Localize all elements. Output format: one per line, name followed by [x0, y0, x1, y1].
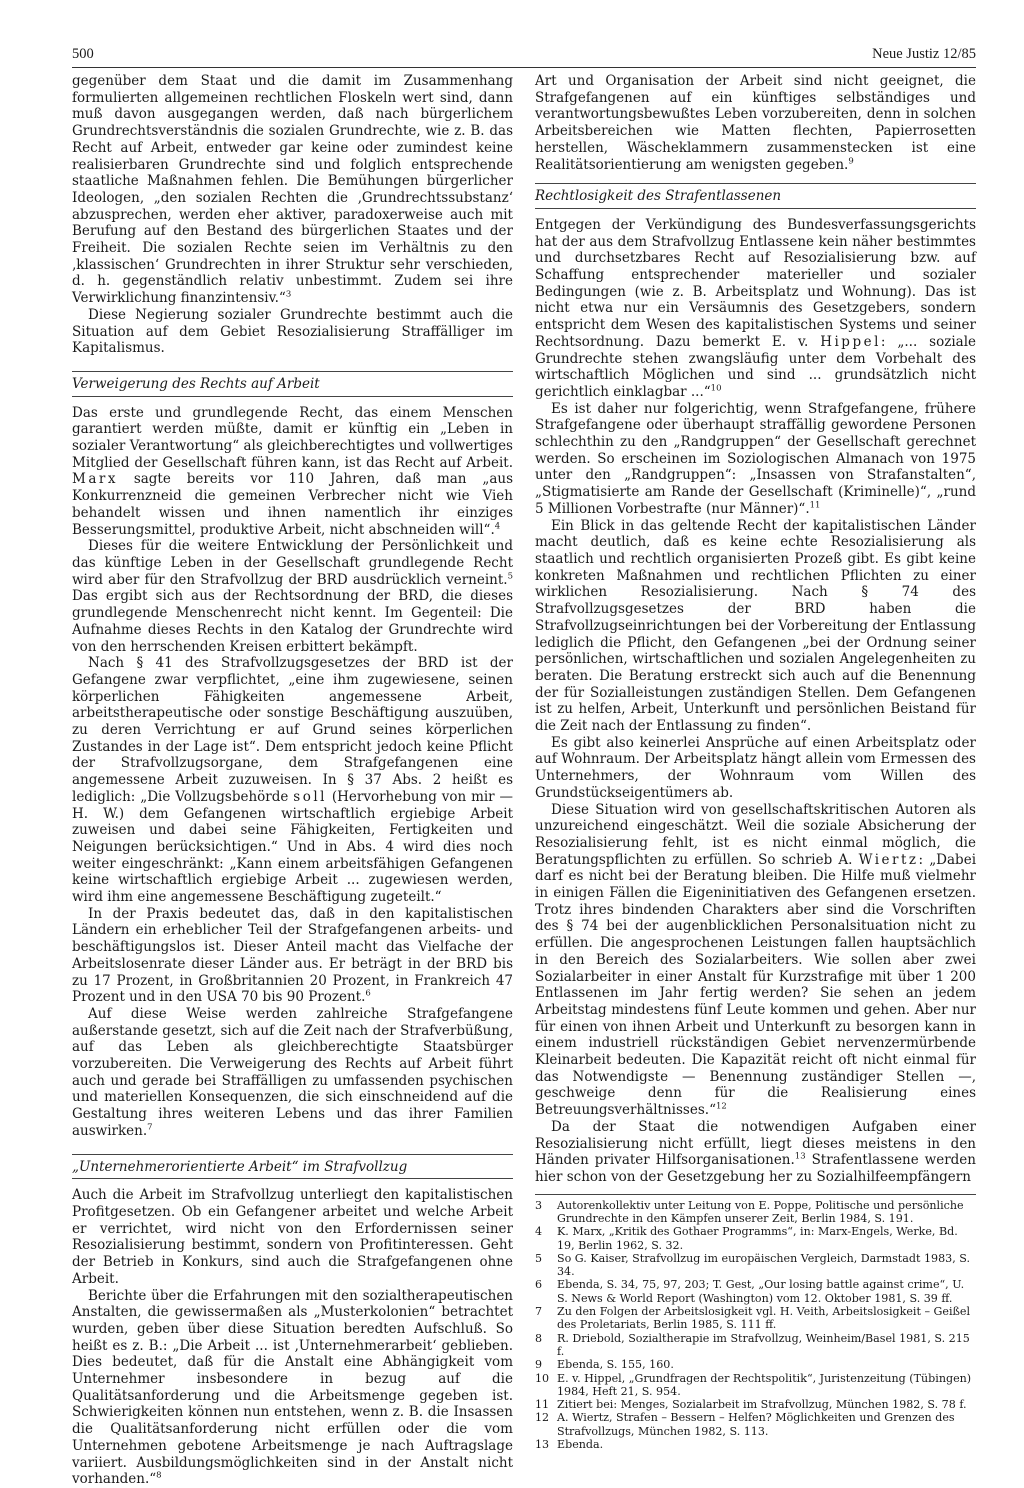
paragraph: Ein Blick in das geltende Recht der kapitalistischen Länder macht deutlich, daß es keine echte Resozialisierung als staatlich und rechtlich organisierten Prozeß gibt. Es gibt keine konkreten Maßnahmen und rechtlichen Pflichten zu einer wirklichen Resozialisierung. Nach § 74 des Strafvollzugsgesetzes der BRD haben die Strafvollzugseinrichtungen bei der Vorbereitung der Entlassung lediglich die Pflicht, den Gefangenen „bei der Ordnung seiner persönlichen, wirtschaftlichen und sozialen Angelegenheiten zu beraten. Die Beratung erstreckt sich auch auf die Benennung der für Sozialleistungen zuständigen Stellen. Dem Gefangenen ist zu helfen, Arbeit, Unterkunft und persönlichen Beistand für die Zeit nach der Entlassung zu finden“.: [535, 517, 976, 735]
footnote-ref: 13: [794, 1151, 806, 1162]
paragraph: Es ist daher nur folgerichtig, wenn Strafgefangene, frühere Strafgefangene oder überhaupt straffällig gewordene Personen schlechthin zu den „Randgruppen“ der Gesellschaft gerechnet werden. So erscheinen im Soziologischen Almanach von 1975 unter den „Randgruppen“: „Insassen von Strafanstalten“, „Stigmatisierte am Rande der Gesellschaft (Kriminelle)“, „rund 5 Millionen Vorbestrafte (nur Männer)“.$^{11}$: [535, 400, 976, 517]
section-heading: Verweigerung des Rechts auf Arbeit: [72, 371, 513, 397]
paragraph: Auch die Arbeit im Strafvollzug unterliegt den kapitalistischen Profitgesetzen. Ob ein Gefangener arbeitet und welche Arbeit er verrichtet, wird nicht von den Erfordernissen seiner Resozialisierung bestimmt, sondern von Profitinteressen. Geht der Betrieb in Konkurs, sind auch die Strafgefangenen ohne Arbeit.: [72, 1187, 513, 1287]
footnote: 9 Ebenda, S. 155, 160.: [535, 1358, 674, 1372]
paragraph: Berichte über die Erfahrungen mit den sozialtherapeutischen Anstalten, die gewissermaßen als „Musterkolonien“ betrachtet wurden, geben über diese Situation beredten Aufschluß. So heißt es z. B.: „Die Arbeit ... ist ‚Unternehmerarbeit‘ geblieben. Dies bedeutet, daß für die Anstalt eine Abhängigkeit vom Unternehmer insbesondere in bezug auf die Qualitätsanforderung und die Arbeitsmenge gegeben ist. Schwierigkeiten können nun entstehen, wenn z. B. die Insassen die Qualitätsanforderung nicht erfüllen oder die vom Unternehmen gebotene Arbeitsmenge je nach Auftragslage variiert. Ausbildungsmöglichkeiten sind in der Anstalt nicht vorhanden.“$^8$: [72, 1287, 513, 1488]
footnote-ref: 10: [710, 383, 722, 394]
footnote: 8 R. Driebold, Sozialtherapie im Strafvollzug, Weinheim/Basel 1981, S. 215 f.: [535, 1331, 970, 1358]
footnote-ref: 12: [715, 1101, 727, 1112]
footnote: 13 Ebenda.: [535, 1438, 604, 1452]
paragraph: Nach § 41 des Strafvollzugsgesetzes der BRD ist der Gefangene zwar verpflichtet, „eine ihm zugewiesene, seinen körperlichen Fähigkeiten angemessene Arbeit, arbeitstherapeutische oder sonstige Beschäftigung auszuüben, zu deren Verrichtung er auf Grund seines körperlichen Zustandes in der Lage ist“. Dem entspricht jedoch keine Pflicht der Strafvollzugsorgane, dem Strafgefangenen eine angemessene Arbeit zuzuweisen. In § 37 Abs. 2 heißt es lediglich: „Die Vollzugsbehörde soll (Hervorhebung von mir — H. W.) dem Gefangenen wirtschaftlich ergiebige Arbeit zuweisen und dabei seine Fähigkeiten, Fertigkeiten und Neigungen berücksichtigen.“ Und in Abs. 4 wird dies noch weiter eingeschränkt: „Kann einem arbeitsfähigen Gefangenen keine wirtschaftlich ergiebige Arbeit ... zugewiesen werden, wird ihm eine angemessene Beschäftigung zugeteilt.“: [72, 655, 513, 906]
footnote-ref: 8: [156, 1470, 162, 1481]
author-name: Marx: [72, 471, 118, 488]
paragraph: Diese Negierung sozialer Grundrechte bestimmt auch die Situation auf dem Gebiet Resozialisierung Straffälliger im Kapitalismus.: [72, 306, 513, 357]
page-number: 500: [72, 46, 94, 62]
footnote-divider: [535, 1194, 976, 1195]
footnote-ref: 5: [507, 571, 513, 582]
footnote-ref: 11: [809, 500, 821, 511]
author-name: Hippel: [820, 333, 881, 350]
footnote-ref: 6: [365, 988, 371, 999]
footnote-ref: 4: [494, 521, 501, 532]
footnote: 11 Zitiert bei: Menges, Sozialarbeit im Strafvollzug, München 1982, S. 78 f.: [535, 1398, 967, 1412]
running-head: [72, 46, 976, 68]
footnotes: [535, 1199, 976, 1452]
paragraph: Es gibt also keinerlei Ansprüche auf einen Arbeitsplatz oder auf Wohnraum. Der Arbeitsplatz hängt allein vom Ermessen des Unternehmers, der Wohnraum vom Willen des Grundstückseigentümers ab.: [535, 734, 976, 801]
footnote-ref: 3: [285, 289, 292, 300]
footnote-ref: 7: [147, 1122, 153, 1133]
author-name: Wiertz: [858, 851, 919, 868]
right-column: [535, 73, 976, 1488]
section-heading: Rechtlosigkeit des Strafentlassenen: [535, 183, 976, 209]
columns: [72, 73, 976, 1488]
paragraph: Auf diese Weise werden zahlreiche Strafgefangene außerstande gesetzt, sich auf die Zeit nach der Strafverbüßung, auf das Leben als gleichberechtigte Staatsbürger vorzubereiten. Die Verweigerung des Rechts auf Arbeit führt auch und gerade bei Straffälligen zu umfassenden psychischen und materiellen Konsequenzen, die sich einschneidend auf die Gestaltung ihres weiteren Lebens und das ihrer Familien auswirken.$^7$: [72, 1005, 513, 1139]
paragraph: Dieses für die weitere Entwicklung der Persönlichkeit und das künftige Leben in der Gesellschaft grundlegende Recht wird aber für den Strafvollzug der BRD ausdrücklich verneint.$^5$ Das ergibt sich aus der Rechtsordnung der BRD, die dieses grundlegende Menschenrecht nicht kennt. Im Gegenteil: Die Aufnahme dieses Rechts in den Katalog der Grundrechte wird von den herrschenden Kreisen erbittert bekämpft.: [72, 538, 513, 655]
paragraph: Das erste und grundlegende Recht, das einem Menschen garantiert werden müßte, damit er künftig ein „Leben in sozialer Verantwortung“ als gleichberechtigtes und vollwertiges Mitglied der Gesellschaft führen kann, ist das Recht auf Arbeit. Marx sagte bereits vor 110 Jahren, daß man „aus Konkurrenzneid die gemeinen Verbrecher nicht wie Vieh behandelt wissen und ihnen namentlich ihr einziges Besserungsmittel, produktive Arbeit, nicht abschneiden will“.$^4$: [72, 404, 514, 538]
footnote: 4 K. Marx, „Kritik des Gothaer Programms“, in: Marx-Engels, Werke, Bd. 19, Berlin 1962, S. 32.: [535, 1225, 958, 1252]
left-column: [72, 73, 513, 1488]
emphasis: soll: [293, 788, 327, 805]
footnote: 3 Autorenkollektiv unter Leitung von E. Poppe, Politische und persönliche Grundrechte in den Kämpfen unserer Zeit, Berlin 1984, S. 191.: [535, 1198, 964, 1225]
section-heading: „Unternehmerorientierte Arbeit“ im Strafvollzug: [72, 1154, 513, 1180]
footnote: 5 So G. Kaiser, Strafvollzug im europäischen Vergleich, Darmstadt 1983, S. 34.: [535, 1251, 970, 1279]
journal-issue: Neue Justiz 12/85: [872, 46, 976, 62]
paragraph: In der Praxis bedeutet das, daß in den kapitalistischen Ländern ein erheblicher Teil der Strafgefangenen arbeits- und beschäftigungslos ist. Dieser Anteil macht das Vielfache der Arbeitslosenrate dieser Länder aus. Er beträgt in der BRD bis zu 17 Prozent, in Großbritannien 20 Prozent, in Frankreich 47 Prozent und in den USA 70 bis 90 Prozent.$^6$: [72, 905, 513, 1006]
footnote: 6 Ebenda, S. 34, 75, 97, 203; T. Gest, „Our losing battle against crime“, U. S. News & World Report (Washington) vom 12. Oktober 1981, S. 39 ff.: [535, 1278, 965, 1305]
footnote-ref: 9: [848, 156, 854, 167]
footnote: 12 A. Wiertz, Strafen – Bessern – Helfen? Möglichkeiten und Grenzen des Strafvollzugs, München 1982, S. 113.: [535, 1411, 955, 1438]
footnote: 7 Zu den Folgen der Arbeitslosigkeit vgl. H. Veith, Arbeitslosigkeit – Geißel des Proletariats, Berlin 1985, S. 111 ff.: [535, 1305, 971, 1332]
footnote: 10 E. v. Hippel, „Grundfragen der Rechtspolitik“, Juristenzeitung (Tübingen) 1984, Heft 21, S. 954.: [535, 1371, 972, 1398]
paragraph: Da der Staat die notwendigen Aufgaben einer Resozialisierung nicht erfüllt, liegt dieses meistens in den Händen privater Hilfsorganisationen.$^{13}$ Strafentlassene werden hier schon von der Gesetzgebung her zu Sozialhilfeempfängern: [535, 1118, 976, 1185]
paragraph: Diese Situation wird von gesellschaftskritischen Autoren als unzureichend eingeschätzt. Weil die soziale Absicherung der Resozialisierung fehlt, ist es nicht einmal möglich, die Beratungspflichten zu erfüllen. So schrieb A. Wiertz: „Dabei darf es nicht bei der Beratung bleiben. Die Hilfe muß vielmehr in einigen Fällen die Eigeninitiativen des Gefangenen ersetzen. Trotz ihres bindenden Charakters aber sind die Vorschriften des § 74 bei der augenblicklichen Personalsituation nicht zu erfüllen. Die angesprochenen Leistungen fallen hauptsächlich in den Bereich des Sozialarbeiters. Wie sollen aber zwei Sozialarbeiter in einer Anstalt für Kurzstrafige mit über 1 200 Entlassenen im Jahr fertig werden? Sie sehen an jedem Arbeitstag mindestens fünf Leute kommen und gehen. Aber nur für einen von ihnen Arbeit und Unterkunft zu besorgen kann in einem industriell rückständigen Gebiet nervenzermürbende Kleinarbeit bedeuten. Die Kapazität reicht oft nicht einmal für das Notwendigste — Benennung zuständiger Stellen —, geschweige denn für die Realisierung eines Betreuungsverhältnisses.“$^{12}$: [535, 801, 977, 1119]
paragraph: Art und Organisation der Arbeit sind nicht geeignet, die Strafgefangenen auf ein künftiges selbständiges und verantwortungsbewußtes Leben vorzubereiten, denn in solchen Arbeitsbereichen wie Matten flechten, Papierrosetten herstellen, Wäscheklammern zusammenstecken ist eine Realitätsorientierung am wenigsten gegeben.$^9$: [535, 73, 976, 173]
paragraph: Entgegen der Verkündigung des Bundesverfassungsgerichts hat der aus dem Strafvollzug Entlassene kein näher bestimmtes und durchsetzbares Recht auf Resozialisierung bzw. auf Schaffung entsprechender materieller und sozialer Bedingungen (wie z. B. Arbeitsplatz und Wohnung). Das ist nicht etwa nur ein Versäumnis des Gesetzgebers, sondern entspricht dem Wesen des kapitalistischen Systems und seiner Rechtsordnung. Dazu bemerkt E. v. Hippel: „... soziale Grundrechte stehen zwangsläufig unter dem Vorbehalt des wirtschaftlich Möglichen und sind ... grundsätzlich nicht gerichtlich einklagbar ...“$^{10}$: [535, 216, 976, 400]
paragraph: gegenüber dem Staat und die damit im Zusammenhang formulierten allgemeinen rechtlichen Floskeln wert sind, dann muß davon ausgegangen werden, daß nach bürgerlichem Grundrechtsverständnis die sozialen Grundrechte, wie z. B. das Recht auf Arbeit, entweder gar keine oder zumindest keine realisierbaren Grundrechte sind und folglich entsprechende staatliche Maßnahmen fehlen. Die Bemühungen bürgerlicher Ideologen, „den sozialen Rechten die ‚Grundrechtssubstanz‘ abzusprechen, werden eher aktiver, paradoxerweise auch mit Berufung auf den Bestand des bürgerlichen Staates und der Freiheit. Die sozialen Rechte seien im Verhältnis zu den ‚klassischen‘ Grundrechten in ihrer Struktur sehr verschieden, d. h. gegenständlich relativ unbestimmt. Zudem sei ihre Verwirklichung finanzintensiv.“$^3$: [72, 73, 513, 307]
